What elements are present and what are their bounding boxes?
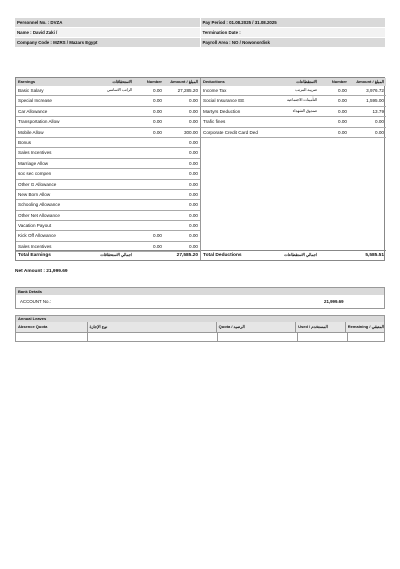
- earning-number: 0.00: [153, 233, 162, 239]
- cell-leave-type: [88, 333, 218, 342]
- deduction-label: Income Tax: [203, 88, 227, 93]
- col-remaining: Remaining / المتبقي: [347, 324, 384, 329]
- earning-arabic: [78, 169, 134, 178]
- cell-absence-quota: [16, 333, 88, 342]
- cell-used: [298, 333, 348, 342]
- earnings-header-number: Number: [146, 79, 162, 84]
- earning-row: [16, 221, 200, 231]
- cell-quota: [218, 333, 298, 342]
- deduction-number: 0.00: [338, 88, 347, 93]
- header-row-2: [15, 28, 385, 37]
- earning-label: Other Net Allowance: [18, 212, 60, 218]
- earning-label: Kick Off Allowance: [18, 233, 56, 239]
- account-label: ACCOUNT No.:: [20, 299, 51, 304]
- deduction-label: Corporate Credit Card Ded: [203, 129, 258, 135]
- earning-label: Basic Salary: [18, 88, 44, 93]
- deduction-number: 0.00: [338, 108, 347, 114]
- earning-row: [16, 180, 200, 190]
- earning-arabic: [78, 231, 134, 240]
- header-row-3: [15, 38, 385, 47]
- earning-label: Other G Allowance: [18, 181, 57, 187]
- earning-row: [16, 117, 200, 127]
- earning-arabic: [78, 117, 134, 126]
- earning-row: [16, 128, 200, 138]
- earning-number: 0.00: [153, 108, 162, 114]
- earning-row: [16, 138, 200, 148]
- deduction-amount: 1,595.00: [366, 98, 384, 104]
- deduction-amount: 13.79: [372, 108, 384, 114]
- deductions-total-amount: 5,585.51: [365, 252, 384, 258]
- earning-row: [16, 86, 200, 96]
- earning-amount: 0.00: [189, 150, 198, 156]
- cell-remaining: [348, 333, 384, 342]
- bank-details: [15, 287, 385, 309]
- deductions-header-amount: Amount / المبلغ: [356, 79, 384, 84]
- earning-number: [134, 148, 164, 157]
- deduction-arabic: ضريبه المرتب: [295, 88, 317, 92]
- earning-amount: 0.00: [189, 233, 198, 239]
- earning-label: Schooling Allowance: [18, 202, 61, 208]
- deduction-arabic: التأمينات الاجتماعيه: [286, 98, 317, 103]
- deduction-arabic: [263, 117, 319, 126]
- pay-period: Pay Period : 01.08.2025 / 31.08.2025: [200, 18, 386, 27]
- earnings-total-row: [16, 250, 200, 260]
- employee-name: Name : David Zaki /: [17, 30, 58, 35]
- earning-number: [134, 190, 164, 199]
- earnings-total-label: Total Earnings: [18, 252, 51, 258]
- deductions-header-number: Number: [331, 79, 347, 84]
- deduction-number: 0.00: [338, 129, 347, 135]
- earning-amount: 0.00: [189, 139, 198, 145]
- earning-arabic: [78, 221, 134, 230]
- earning-amount: 0.00: [189, 98, 198, 104]
- account-amount: 21,999.69: [324, 299, 344, 304]
- deduction-row: [201, 128, 386, 138]
- annual-leaves-empty-row: [16, 333, 384, 342]
- col-leave-type: نوع الإجازة: [88, 322, 217, 332]
- earning-row: [16, 169, 200, 179]
- earning-arabic: الراتب الاساسي: [106, 88, 132, 92]
- earning-number: [134, 159, 164, 168]
- earning-row: [16, 159, 200, 169]
- earning-row: [16, 96, 200, 106]
- earnings-header-arabic: الاستحقاقات: [112, 80, 132, 84]
- earning-number: [134, 169, 164, 178]
- earnings-column: [16, 78, 200, 260]
- annual-leaves: [15, 315, 385, 342]
- earning-number: 0.00: [153, 88, 162, 93]
- bank-details-body: [16, 295, 384, 309]
- earning-arabic: [78, 180, 134, 189]
- deduction-amount: 0.00: [375, 129, 384, 135]
- deductions-header-label: Deductions: [203, 79, 225, 84]
- earning-amount: 0.00: [189, 191, 198, 197]
- earning-row: [16, 148, 200, 158]
- earning-label: Transportation Allow: [18, 119, 60, 125]
- deduction-amount: 0.00: [375, 119, 384, 125]
- earning-amount: 27,285.20: [177, 88, 198, 93]
- earning-amount: 0.00: [189, 181, 198, 187]
- earning-row: [16, 200, 200, 210]
- personnel-no: Personnel No. : DVZA: [17, 20, 63, 25]
- earning-number: [134, 180, 164, 189]
- earning-label: Bonus: [18, 139, 32, 145]
- deduction-row: [201, 107, 386, 117]
- earning-number: [134, 138, 164, 147]
- col-absence-quota: Absence Quota: [16, 322, 88, 332]
- deduction-label: Trafic fines: [203, 119, 226, 125]
- earning-label: Vacation Payout: [18, 223, 52, 229]
- earning-arabic: [78, 211, 134, 220]
- earning-number: 0.00: [153, 119, 162, 125]
- earning-number: 0.00: [153, 129, 162, 135]
- earning-arabic: [78, 159, 134, 168]
- earnings-rows: [16, 86, 200, 252]
- earning-amount: 0.00: [189, 243, 198, 249]
- earning-row: [16, 107, 200, 117]
- earning-number: 0.00: [153, 243, 162, 249]
- earning-arabic: [78, 128, 134, 137]
- deduction-amount: 3,976.72: [366, 88, 384, 93]
- earning-label: New Born Allow: [18, 191, 51, 197]
- earnings-total-number: [134, 251, 164, 260]
- earnings-header: [16, 78, 200, 86]
- earning-amount: 0.00: [189, 119, 198, 125]
- earning-number: [134, 211, 164, 220]
- deductions-header-arabic: الاستقطاعات: [296, 80, 317, 84]
- employee-header: [15, 18, 385, 48]
- earning-label: Special Increase: [18, 98, 52, 104]
- earnings-total-amount: 27,585.20: [176, 252, 198, 258]
- deductions-total-row: [201, 250, 386, 260]
- net-amount: Net Amount : 21,999.69: [15, 269, 68, 274]
- deductions-rows: [201, 86, 386, 138]
- deductions-column: [201, 78, 386, 260]
- deductions-total-label: Total Deductions: [203, 252, 242, 258]
- earning-amount: 0.00: [189, 223, 198, 229]
- earning-arabic: [78, 107, 134, 116]
- deduction-row: [201, 86, 386, 96]
- company-code: Company Code : MZRS / Mazars Egypt: [17, 40, 98, 45]
- earning-amount: 0.00: [189, 202, 198, 208]
- earning-label: Marriage Allow: [18, 160, 49, 166]
- earning-label: Mobile Allow: [18, 129, 44, 135]
- earning-label: Sales Incentives: [18, 243, 52, 249]
- earning-arabic: [78, 138, 134, 147]
- deductions-header: [201, 78, 386, 86]
- deduction-number: 0.00: [338, 119, 347, 125]
- payroll-area: Payroll Area : NO / Nowonordisk: [200, 38, 386, 47]
- deduction-row: [201, 117, 386, 127]
- earning-arabic: [78, 96, 134, 105]
- earning-amount: 0.00: [189, 171, 198, 177]
- earning-number: 0.00: [153, 98, 162, 104]
- deduction-arabic: صندوق الشهداء: [292, 108, 317, 113]
- annual-leaves-columns: [16, 322, 384, 333]
- termination-date: Termination Date :: [200, 28, 386, 37]
- annual-leaves-title: Annual Leaves: [16, 316, 384, 322]
- bank-details-title: Bank Details: [16, 288, 384, 295]
- earnings-header-label: Earnings: [18, 79, 36, 84]
- deduction-row: [201, 96, 386, 106]
- header-row-1: [15, 18, 385, 27]
- earning-arabic: [78, 148, 134, 157]
- earning-amount: 300.00: [183, 129, 198, 135]
- deduction-label: Social Insurance EE: [203, 98, 245, 104]
- earnings-deductions-table: [15, 77, 385, 261]
- earning-amount: 0.00: [189, 108, 198, 114]
- earning-row: [16, 211, 200, 221]
- earning-label: Sales Incentives: [18, 150, 52, 156]
- deduction-label: Martyrs Deduction: [203, 108, 241, 114]
- earning-amount: 0.00: [189, 212, 198, 218]
- earning-row: [16, 190, 200, 200]
- earning-amount: 0.00: [189, 160, 198, 166]
- deduction-number: 0.00: [338, 98, 347, 104]
- earning-row: [16, 231, 200, 241]
- earning-number: [134, 200, 164, 209]
- earning-arabic: [78, 200, 134, 209]
- earning-arabic: [78, 190, 134, 199]
- deduction-arabic: [263, 128, 319, 137]
- deductions-total-arabic: اجمالي الاستقطاعات: [284, 252, 317, 257]
- deductions-total-number: [319, 251, 349, 260]
- earning-label: Car Allowance: [18, 108, 48, 114]
- earnings-total-arabic: اجمالي الاستحقاقات: [100, 252, 132, 257]
- earning-number: [134, 221, 164, 230]
- earning-label: soc sec compen: [18, 171, 52, 177]
- earnings-header-amount: Amount / المبلغ: [170, 79, 198, 84]
- col-used: Used / المستخدم: [296, 322, 346, 332]
- col-quota: Quota / الرصيد: [217, 322, 296, 332]
